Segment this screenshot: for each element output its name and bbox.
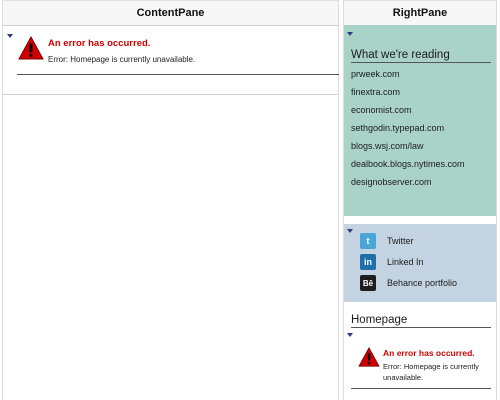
collapse-arrow-icon[interactable] bbox=[347, 32, 353, 36]
content-pane-header: ContentPane bbox=[3, 0, 338, 26]
error-message: Error: Homepage is currently unavailable. bbox=[48, 55, 196, 64]
reading-link[interactable]: prweek.com bbox=[351, 69, 400, 79]
twitter-icon: t bbox=[360, 233, 376, 249]
divider bbox=[351, 388, 491, 389]
social-label: Behance portfolio bbox=[387, 278, 458, 288]
content-pane bbox=[2, 0, 339, 400]
error-message: Error: Homepage is currently unavailable. bbox=[383, 362, 479, 382]
reading-list bbox=[351, 65, 465, 191]
right-pane bbox=[343, 0, 497, 400]
error-title: An error has occurred. bbox=[48, 38, 151, 49]
social-link-behance[interactable] bbox=[360, 274, 457, 292]
collapse-arrow-icon[interactable] bbox=[7, 34, 13, 38]
social-label: Twitter bbox=[387, 236, 414, 246]
linkedin-icon: in bbox=[360, 254, 376, 270]
divider bbox=[17, 74, 339, 75]
social-link-twitter[interactable] bbox=[360, 232, 414, 250]
reading-link[interactable]: designobserver.com bbox=[351, 177, 432, 187]
reading-link[interactable]: sethgodin.typepad.com bbox=[351, 123, 445, 133]
reading-link[interactable]: blogs.wsj.com/law bbox=[351, 141, 424, 151]
homepage-heading: Homepage bbox=[351, 314, 491, 328]
right-pane-header: RightPane bbox=[344, 0, 496, 26]
social-module bbox=[344, 224, 496, 302]
reading-link[interactable]: economist.com bbox=[351, 105, 412, 115]
reading-link[interactable]: dealbook.blogs.nytimes.com bbox=[351, 159, 465, 169]
reading-link[interactable]: finextra.com bbox=[351, 87, 401, 97]
collapse-arrow-icon[interactable] bbox=[347, 229, 353, 233]
content-pane-error-module bbox=[3, 26, 338, 95]
error-title: An error has occurred. bbox=[383, 348, 475, 358]
social-link-linkedin[interactable] bbox=[360, 253, 424, 271]
warning-icon bbox=[358, 347, 380, 367]
behance-icon: Bē bbox=[360, 275, 376, 291]
warning-icon bbox=[18, 36, 44, 60]
reading-heading: What we're reading bbox=[351, 49, 491, 63]
collapse-arrow-icon[interactable] bbox=[347, 333, 353, 337]
social-label: Linked In bbox=[387, 257, 424, 267]
reading-module bbox=[344, 25, 496, 216]
